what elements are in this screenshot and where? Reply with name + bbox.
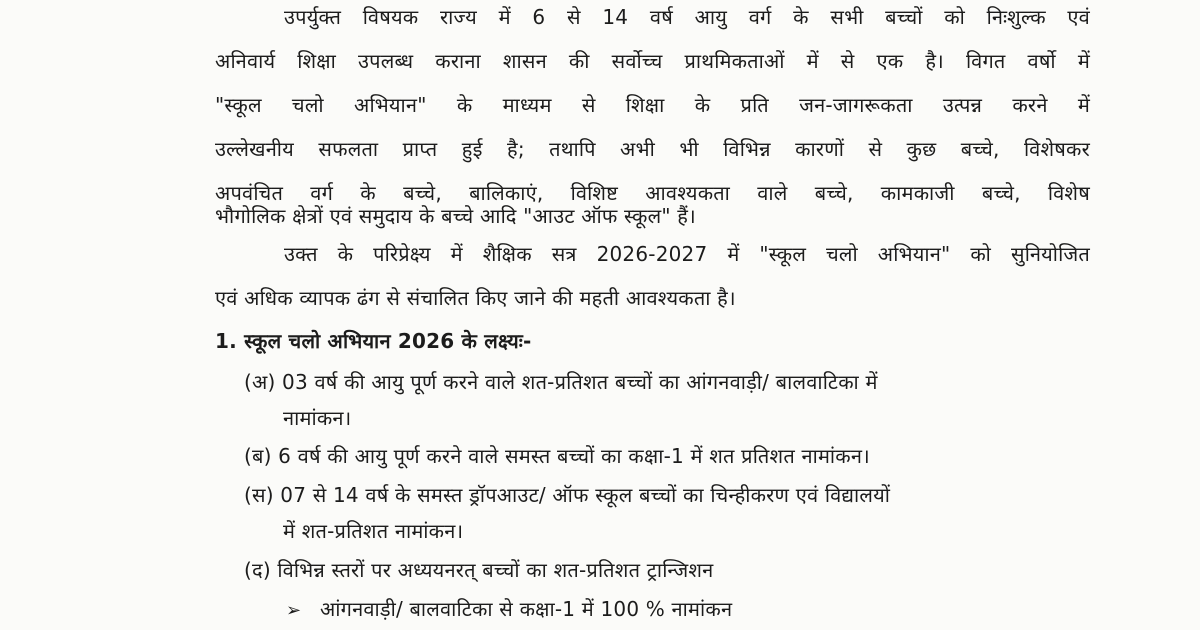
bullet-item (286, 594, 732, 626)
paragraph-1-line-2: अनिवार्य शिक्षा उपलब्ध कराना शासन की सर्वोच्च प्राथमिकताओं में से एक है। विगत वर्षो में (215, 49, 1090, 73)
paragraph-1-line-3: "स्कूल चलो अभियान" के माध्यम से शिक्षा के प्रति जन-जागरूकता उत्पन्न करने में (215, 93, 1090, 117)
section-heading: 1. स्कूल चलो अभियान 2026 के लक्ष्यः- (215, 329, 532, 353)
list-item-c-line-2: में शत-प्रतिशत नामांकन। (283, 519, 464, 543)
list-item-b-line-1: (ब) 6 वर्ष की आयु पूर्ण करने वाले समस्त बच्चों का कक्षा-1 में शत प्रतिशत नामांकन। (244, 444, 870, 468)
paragraph-1-line-5: अपवंचित वर्ग के बच्चे, बालिकाएं, विशिष्ट आवश्यकता वाले बच्चे, कामकाजी बच्चे, विशेष (215, 181, 1090, 205)
bullet-item-text: आंगनवाड़ी/ बालवाटिका से कक्षा-1 में 100 % नामांकन (320, 597, 733, 621)
paragraph-1-line-1: उपर्युक्त विषयक राज्य में 6 से 14 वर्ष आयु वर्ग के सभी बच्चों को निःशुल्क एवं (284, 5, 1090, 29)
arrow-bullet-icon: ➢ (286, 600, 302, 621)
paragraph-1-line-6: भौगोलिक क्षेत्रों एवं समुदाय के बच्चे आदि "आउट ऑफ स्कूल" हैं। (215, 204, 696, 228)
paragraph-2-line-2: एवं अधिक व्यापक ढंग से संचालित किए जाने की महती आवश्यकता है। (215, 286, 736, 310)
list-item-c-line-1: (स) 07 से 14 वर्ष के समस्त ड्रॉपआउट/ ऑफ स्कूल बच्चों का चिन्हीकरण एवं विद्यालयों (244, 483, 891, 507)
list-item-d-line-1: (द) विभिन्न स्तरों पर अध्ययनरत् बच्चों का शत-प्रतिशत ट्रान्जिशन (244, 558, 714, 582)
paragraph-2-line-1: उक्त के परिप्रेक्ष्य में शैक्षिक सत्र 2026-2027 में "स्कूल चलो अभियान" को सुनियोजित (284, 242, 1090, 266)
paragraph-1-line-4: उल्लेखनीय सफलता प्राप्त हुई है; तथापि अभी भी विभिन्न कारणों से कुछ बच्चे, विशेषकर (215, 137, 1090, 161)
list-item-a-line-1: (अ) 03 वर्ष की आयु पूर्ण करने वाले शत-प्रतिशत बच्चों का आंगनवाड़ी/ बालवाटिका में (244, 370, 878, 394)
list-item-a-line-2: नामांकन। (283, 406, 352, 430)
